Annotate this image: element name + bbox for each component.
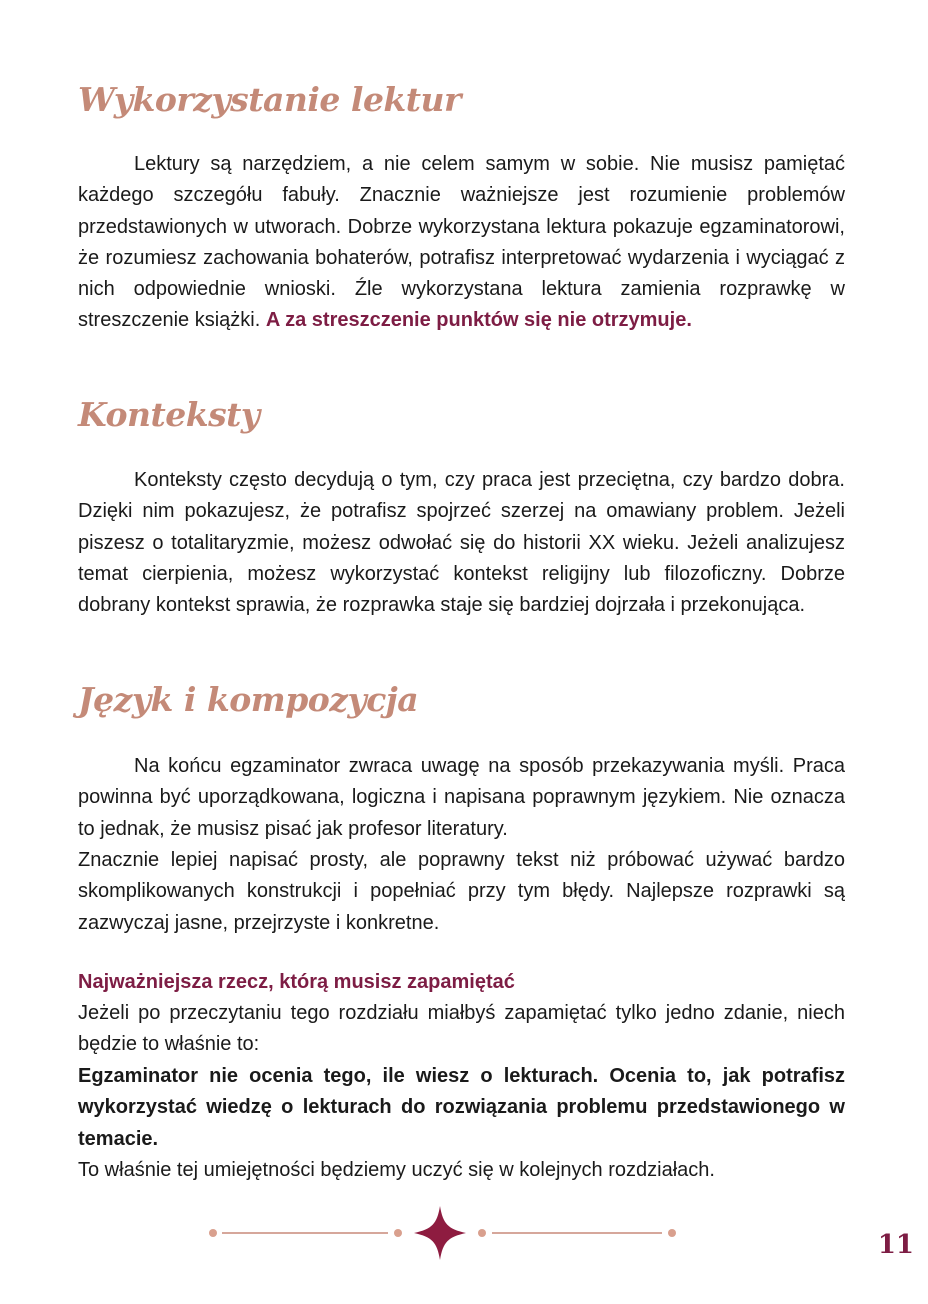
paragraph-lektury — [78, 149, 845, 337]
section-heading-lektury: Wykorzystanie lektur — [78, 80, 461, 119]
callout-title: Najważniejsza rzecz, którą musisz zapamiętać — [78, 971, 515, 993]
sparkle-divider-icon — [200, 1200, 680, 1266]
ornament-dot-right-outer — [668, 1229, 676, 1237]
paragraph-jezyk: Na końcu egzaminator zwraca uwagę na sposób przekazywania myśli. Praca powinna być uporządkowana, logiczna i napisana poprawnym językiem. Nie oznacza to jednak, że musisz pisać jak profesor literatury. — [78, 755, 845, 840]
ornament-dot-left-outer — [209, 1229, 217, 1237]
ornament-dot-left-inner — [394, 1229, 402, 1237]
paragraph-lektury-text: Lektury są narzędziem, a nie celem samym w sobie. Nie musisz pamiętać każdego szczegółu fabuły. Znacznie ważniejsze jest rozumienie problemów przedstawionych w utworach. Dobrze wykorzystana lektura pokazuje egzaminatorowi, że rozumiesz zachowania bohaterów, potrafisz interpretować wydarzenia i wyciągać z nich odpowiednie wnioski. Źle wykorzystana lektura zamienia rozprawkę w streszczenie książki. — [78, 153, 845, 332]
page-number: 11 — [877, 1230, 914, 1260]
paragraph-konteksty: Konteksty często decydują o tym, czy praca jest przeciętna, czy bardzo dobra. Dzięki nim pokazujesz, że potrafisz spojrzeć szerzej na omawiany problem. Jeżeli piszesz o totalitaryzmie, możesz odwołać się do historii XX wieku. Jeżeli analizujesz temat cierpienia, możesz wykorzystać kontekst religijny lub filozoficzny. Dobrze dobrany kontekst sprawia, że rozprawka staje się bardziej dojrzała i przekonująca. — [78, 469, 845, 617]
section-heading-jezyk: Język i kompozycja — [78, 680, 419, 719]
paragraph-lektury-emphasis: A za streszczenie punktów się nie otrzymuje. — [265, 309, 692, 332]
ornament-star — [414, 1206, 466, 1260]
section-heading-konteksty: Konteksty — [78, 395, 260, 434]
callout-emphasis: Egzaminator nie ocenia tego, ile wiesz o lekturach. Ocenia to, jak potrafisz wykorzystać wiedzę o lekturach do rozwiązania problemu przedstawionego w temacie. — [78, 1065, 845, 1150]
callout-intro: Jeżeli po przeczytaniu tego rozdziału miałbyś zapamiętać tylko jedno zdanie, niech będzie to właśnie to: — [78, 1002, 845, 1056]
paragraph-jezyk-continued: Znacznie lepiej napisać prosty, ale poprawny tekst niż próbować używać bardzo skomplikowanych konstrukcji i popełniać przy tym błędy. Najlepsze rozprawki są zazwyczaj jasne, przejrzyste i konkretne. — [78, 849, 845, 934]
callout-closing: To właśnie tej umiejętności będziemy uczyć się w kolejnych rozdziałach. — [78, 1159, 715, 1181]
ornament-dot-right-inner — [478, 1229, 486, 1237]
